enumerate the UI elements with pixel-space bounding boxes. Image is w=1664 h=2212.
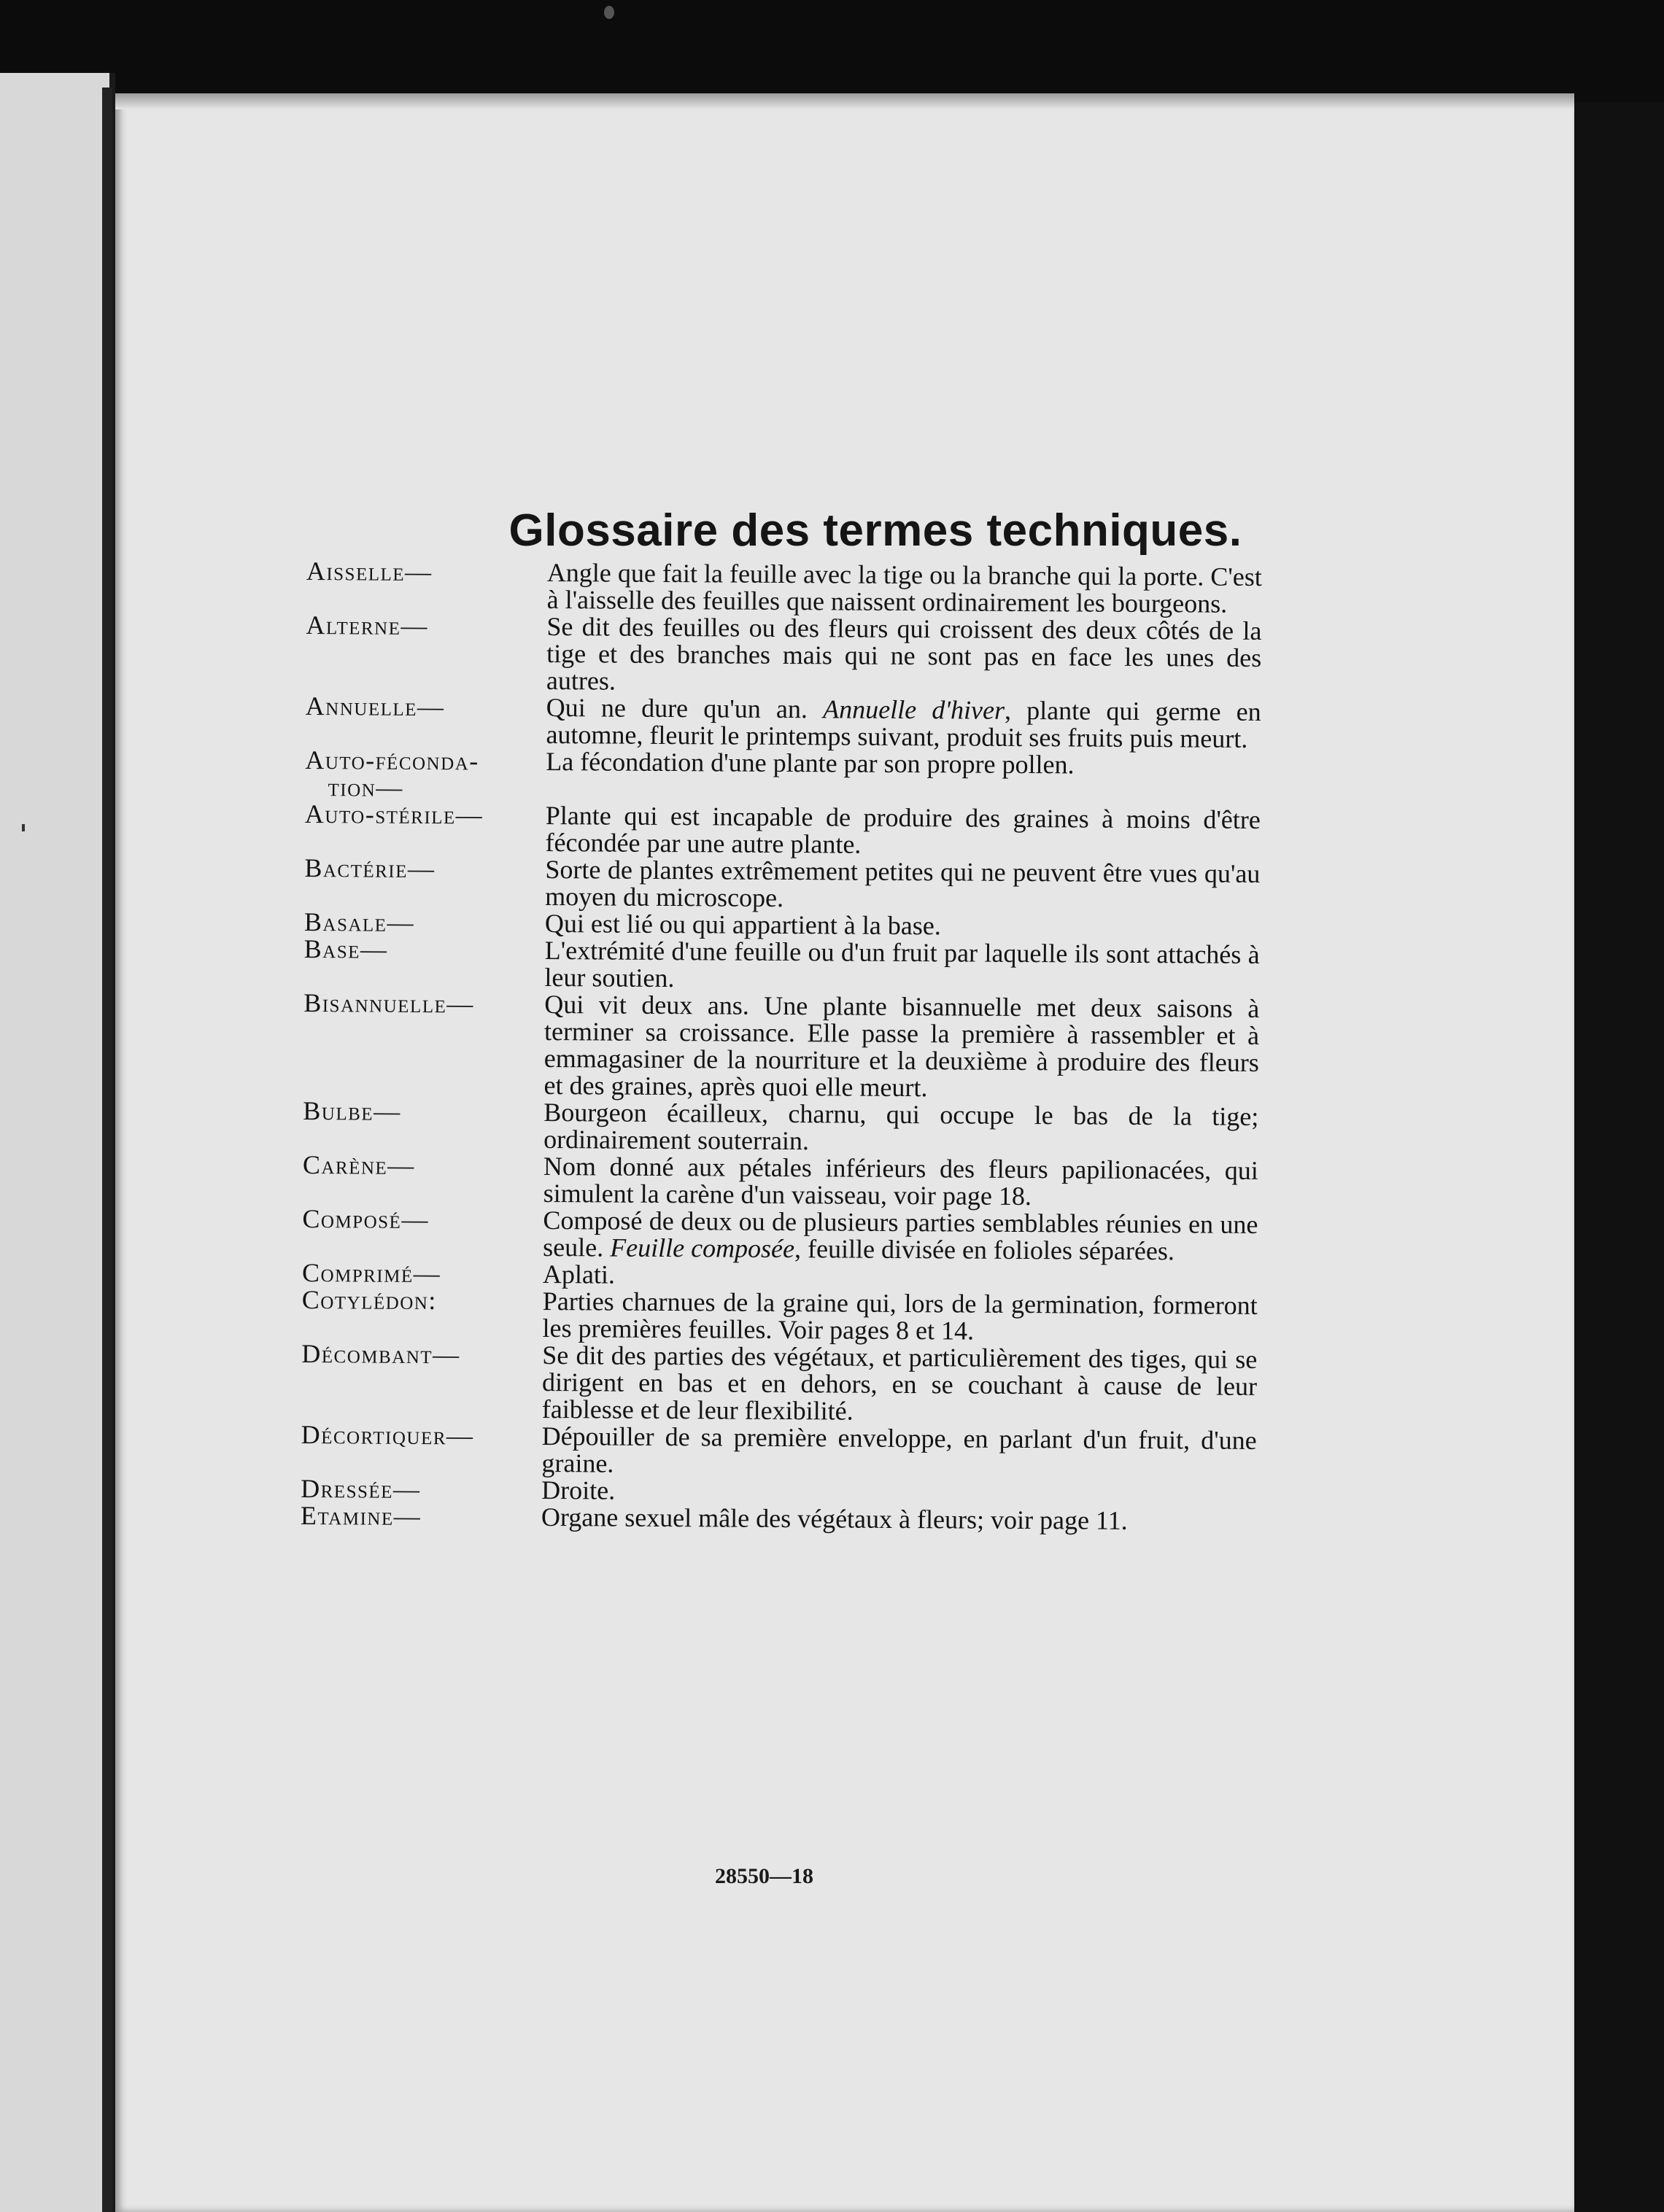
glossary-definition (541, 1504, 1256, 1535)
definition-text: Plante qui est incapable de produire des graines à moins d'être fécondée par une autre plante. (545, 801, 1261, 859)
glossary-term: Carène— (302, 1149, 415, 1180)
glossary-entry (305, 801, 1261, 861)
glossary-entry (302, 1203, 1258, 1266)
definition-italic-text: Annuelle d'hiver (823, 694, 1005, 725)
definition-text: Organe sexuel mâle des végétaux à fleurs; voir page 11. (541, 1502, 1128, 1535)
glossary-term: Alterne— (306, 610, 429, 641)
definition-text: Se dit des parties des végétaux, et particulièrement des tiges, qui se dirigent en bas et en dehors, en se couchant à cause de leur faiblesse et de leur flexibilité. (541, 1340, 1258, 1426)
glossary-definition (545, 856, 1260, 915)
facing-page-edge (0, 73, 115, 2212)
glossary-term: Aisselle— (306, 556, 433, 587)
glossary-entry (302, 1149, 1259, 1211)
definition-text: Aplati. (542, 1259, 616, 1289)
glossary-entry (306, 558, 1262, 618)
glossary-term: Bisannuelle— (303, 987, 474, 1019)
glossary-term: Décortiquer— (301, 1419, 474, 1451)
glossary-term: Comprimé— (301, 1257, 441, 1289)
definition-text: Dépouiller de sa première enveloppe, en parlant d'un fruit, d'une graine. (541, 1421, 1257, 1478)
definition-text: Parties charnues de la graine qui, lors de la germination, formeront les premières feuilles. Voir pages 8 et 14. (542, 1286, 1258, 1346)
glossary-entry (305, 747, 1261, 807)
glossary-definition (541, 1423, 1256, 1481)
definition-text: Qui ne dure qu'un an. (546, 693, 824, 724)
glossary-definition (542, 1342, 1258, 1427)
definition-text: , plante qui germe en automne, fleurit le printemps suivant, produit ses fruits puis meurt. (546, 695, 1261, 753)
glossary-definition (546, 748, 1261, 780)
print-code: 28550—18 (715, 1864, 813, 1888)
glossary-definition (547, 559, 1262, 618)
glossary-definition (542, 1288, 1257, 1346)
glossary-term: Base— (303, 934, 388, 964)
definition-text: Droite. (541, 1475, 616, 1505)
definition-text: Nom donné aux pétales inférieurs des fleurs papilionacées, qui simulent la carène d'un vaisseau, voir page 18. (543, 1152, 1259, 1211)
definition-text: La fécondation d'une plante par son propre pollen. (546, 747, 1075, 780)
glossary-entry (306, 612, 1262, 699)
page-top-shadow (115, 93, 1574, 109)
scan-speck (604, 6, 614, 19)
definition-text: Bourgeon écailleux, charnu, qui occupe le bas de la tige; ordinairement souterrain. (543, 1098, 1259, 1156)
definition-text: Se dit des feuilles ou des fleurs qui croissent des deux côtés de la tige et des branches mais qui ne sont pas en face les unes des autres. (546, 612, 1262, 696)
glossary-definition (544, 937, 1259, 996)
glossary-entry (301, 1421, 1256, 1481)
book-spine (102, 88, 112, 2212)
glossary-term: Cotylédon: (301, 1284, 438, 1316)
page-title: Glossaire des termes techniques. (508, 505, 1242, 556)
glossary-term: Dressée— (301, 1473, 421, 1504)
glossary-entry (304, 855, 1260, 915)
glossary-term: Décombant— (301, 1338, 460, 1370)
definition-text: Qui est lié ou qui appartient à la base. (544, 909, 941, 941)
glossary-definition (546, 613, 1262, 699)
glossary-term: Etamine— (300, 1500, 422, 1531)
glossary-definition (543, 1153, 1258, 1211)
definition-text: , feuille divisée en folioles séparées. (794, 1234, 1175, 1266)
definition-text: Angle que fait la feuille avec la tige ou la branche qui la porte. C'est à l'aisselle des feuilles que naissent ordinairement les bourgeons. (546, 558, 1262, 618)
glossary-entry (305, 693, 1261, 753)
glossary-term: Auto-féconda- tion— (304, 745, 479, 802)
glossary-list (301, 558, 1262, 1535)
glossary-entry (303, 987, 1260, 1103)
glossary-term: Composé— (302, 1203, 430, 1235)
glossary-entry (303, 1095, 1259, 1157)
glossary-definition (543, 1099, 1258, 1157)
definition-italic-text: Feuille composée (610, 1233, 795, 1264)
definition-text: L'extrémité d'une feuille ou d'un fruit par laquelle ils sont attachés à leur soutien. (544, 936, 1260, 993)
page-mark (22, 824, 25, 831)
glossary-term: Basale— (303, 907, 415, 937)
glossary-term: Bulbe— (303, 1095, 401, 1126)
glossary-entry (301, 1340, 1258, 1427)
glossary-definition (546, 802, 1261, 861)
glossary-term: Annuelle— (305, 691, 445, 722)
glossary-term: Bactérie— (304, 853, 436, 884)
glossary-definition (546, 694, 1261, 753)
definition-text: Composé de deux ou de plusieurs parties semblables réunies en une seule. (543, 1205, 1258, 1262)
glossary-term: Auto-stérile— (304, 799, 484, 830)
glossary-definition (543, 1207, 1258, 1265)
definition-text: Qui vit deux ans. Une plante bisannuelle met deux saisons à terminer sa croissance. Elle passe la première à rassembler et à emmagasiner de la nourriture et la deuxième à produire des fleurs et des graines, après quoi elle meurt. (543, 990, 1260, 1103)
glossary-definition (543, 991, 1259, 1103)
glossary-entry (301, 1284, 1258, 1346)
background-edge (1574, 102, 1664, 2212)
glossary-entry (303, 936, 1259, 996)
definition-text: Sorte de plantes extrêmement petites qui ne peuvent être vues qu'au moyen du microscope. (545, 855, 1261, 913)
